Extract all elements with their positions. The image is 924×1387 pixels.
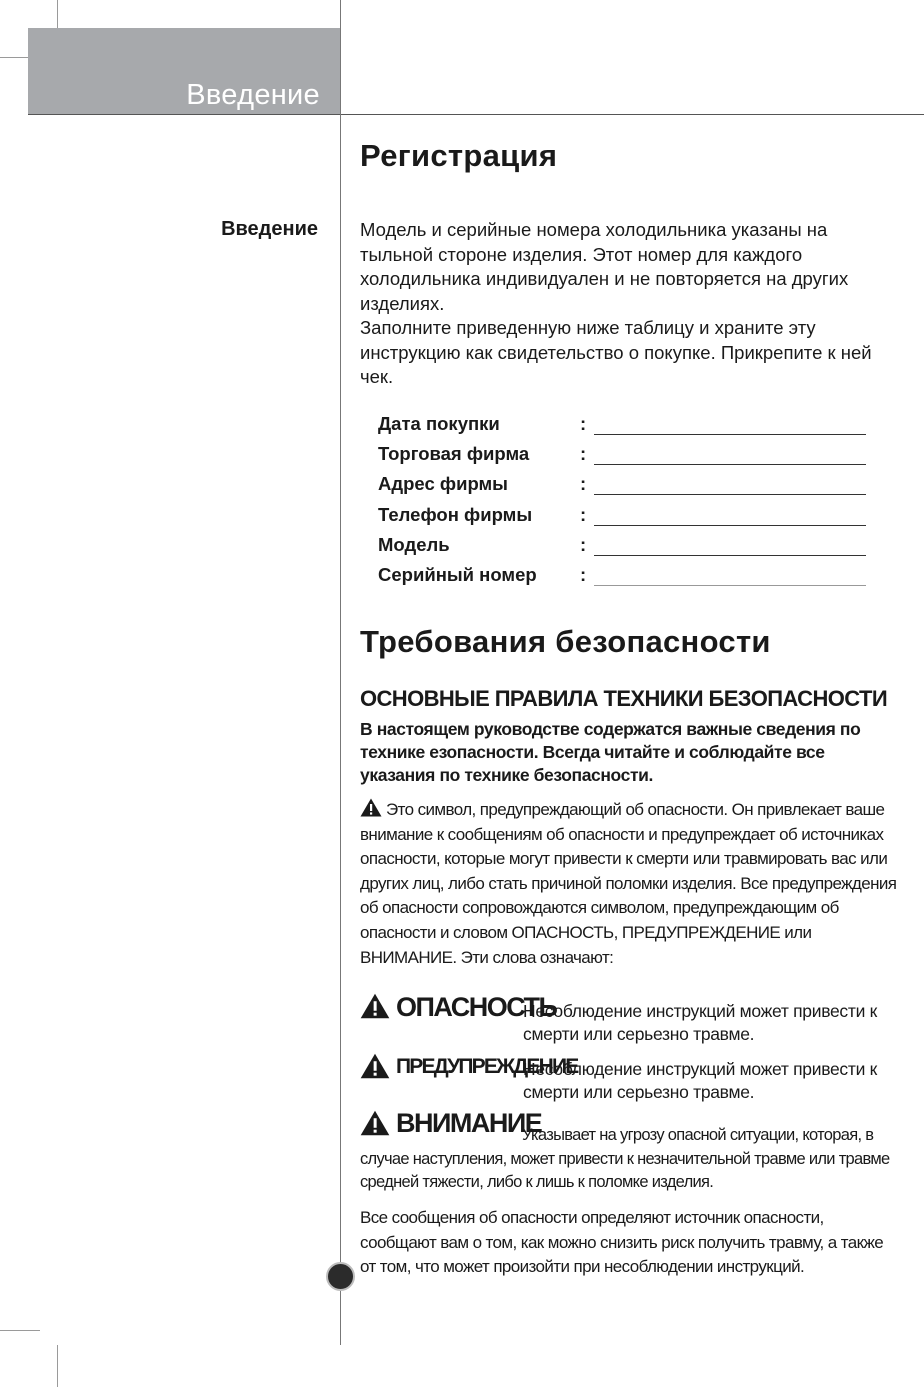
warning-triangle-icon xyxy=(360,1053,390,1079)
safety-intro: В настоящем руководстве содержатся важные сведения по технике езопасности. Всегда читайте и соблюдайте все указания по технике безопасности. xyxy=(360,719,861,785)
blank-line xyxy=(594,555,866,556)
form-row-purchase-date xyxy=(378,412,868,442)
crop-mark xyxy=(0,1330,40,1331)
hazard-description: Указывает на угрозу опасной ситуации, которая, в случае наступления, может привести к незначительной травме или травме средней тяжести, либо к лишь к поломке изделия. xyxy=(360,1126,890,1191)
hazard-word: ОПАСНОСТЬ xyxy=(396,992,557,1022)
blank-line xyxy=(594,585,866,586)
form-label: Дата покупки xyxy=(378,413,500,434)
form-colon: : xyxy=(580,503,587,525)
blank-line xyxy=(594,525,866,526)
column-divider xyxy=(340,0,341,1345)
safety-subheading: ОСНОВНЫЕ ПРАВИЛА ТЕХНИКИ БЕЗОПАСНОСТИ xyxy=(360,686,888,711)
form-row-dealer-phone xyxy=(378,503,868,533)
blank-line xyxy=(594,494,866,495)
blank-line xyxy=(594,434,866,435)
blank-line xyxy=(594,464,866,465)
registration-paragraph-2: Заполните приведенную ниже таблицу и храните эту инструкцию как свидетельство о покупке. Прикрепите к ней чек. xyxy=(360,317,872,387)
crop-mark xyxy=(0,57,28,58)
form-colon: : xyxy=(580,473,587,495)
form-colon: : xyxy=(580,443,587,465)
form-label: Модель xyxy=(378,533,450,555)
form-colon: : xyxy=(580,533,587,555)
symbol-paragraph-text: Это символ, предупреждающий об опасности. Он привлекает ваше внимание к сообщениям об опасности и предупреждает об источниках опасности, которые могут привести к смерти или травмировать вас или других лиц, либо стать причиной поломки изделия. Все предупреждения об опасности сопровождаются символом, предупреждающим об опасности и словом ОПАСНОСТЬ, ПРЕДУПРЕЖДЕНИЕ или ВНИМАНИЕ. Эти слова означают: xyxy=(360,800,897,967)
form-label: Серийный номер xyxy=(378,563,537,585)
sidebar-label: Введение xyxy=(221,218,318,240)
form-row-serial xyxy=(378,563,868,593)
crop-mark xyxy=(57,1345,58,1387)
registration-paragraph-1: Модель и серийные номера холодильника указаны на тыльной стороне изделия. Этот номер для каждого холодильника индивидуален и не повторяется на других изделиях. xyxy=(360,219,849,314)
warning-triangle-icon xyxy=(360,798,382,817)
form-label: Торговая фирма xyxy=(378,443,530,465)
form-colon: : xyxy=(580,413,587,434)
registration-heading: Регистрация xyxy=(360,138,558,173)
form-colon: : xyxy=(580,563,587,585)
section-title: Введение xyxy=(186,79,320,111)
form-row-dealer-address xyxy=(378,472,868,502)
header-rule xyxy=(28,114,924,115)
safety-heading: Требования безопасности xyxy=(360,624,771,659)
form-label: Телефон фирмы xyxy=(378,503,533,525)
form-row-dealer xyxy=(378,442,868,472)
registration-form xyxy=(378,412,868,593)
closing-paragraph: Все сообщения об опасности определяют источник опасности, сообщают вам о том, как можно снизить риск получить травму, а также от том, что может произойти при несоблюдении инструкций. xyxy=(360,1208,884,1277)
crop-mark xyxy=(57,0,58,28)
hazard-word: ПРЕДУПРЕЖДЕНИЕ xyxy=(396,1055,578,1078)
form-label: Адрес фирмы xyxy=(378,473,508,495)
hazard-level-caution xyxy=(360,1108,900,1191)
hazard-level-warning xyxy=(360,1050,900,1105)
form-row-model xyxy=(378,533,868,563)
section-header-band xyxy=(28,28,340,114)
hazard-description: Несоблюдение инструкций может привести к смерти или серьезно травме. xyxy=(523,1001,877,1044)
hazard-description: Несоблюдение инструкций может привести к смерти или серьезно травме. xyxy=(523,1059,877,1102)
page-marker-dot xyxy=(326,1262,355,1291)
warning-triangle-icon xyxy=(360,993,390,1019)
symbol-paragraph xyxy=(360,798,900,970)
hazard-level-danger xyxy=(360,992,900,1047)
hazard-word: ВНИМАНИЕ xyxy=(396,1108,542,1138)
